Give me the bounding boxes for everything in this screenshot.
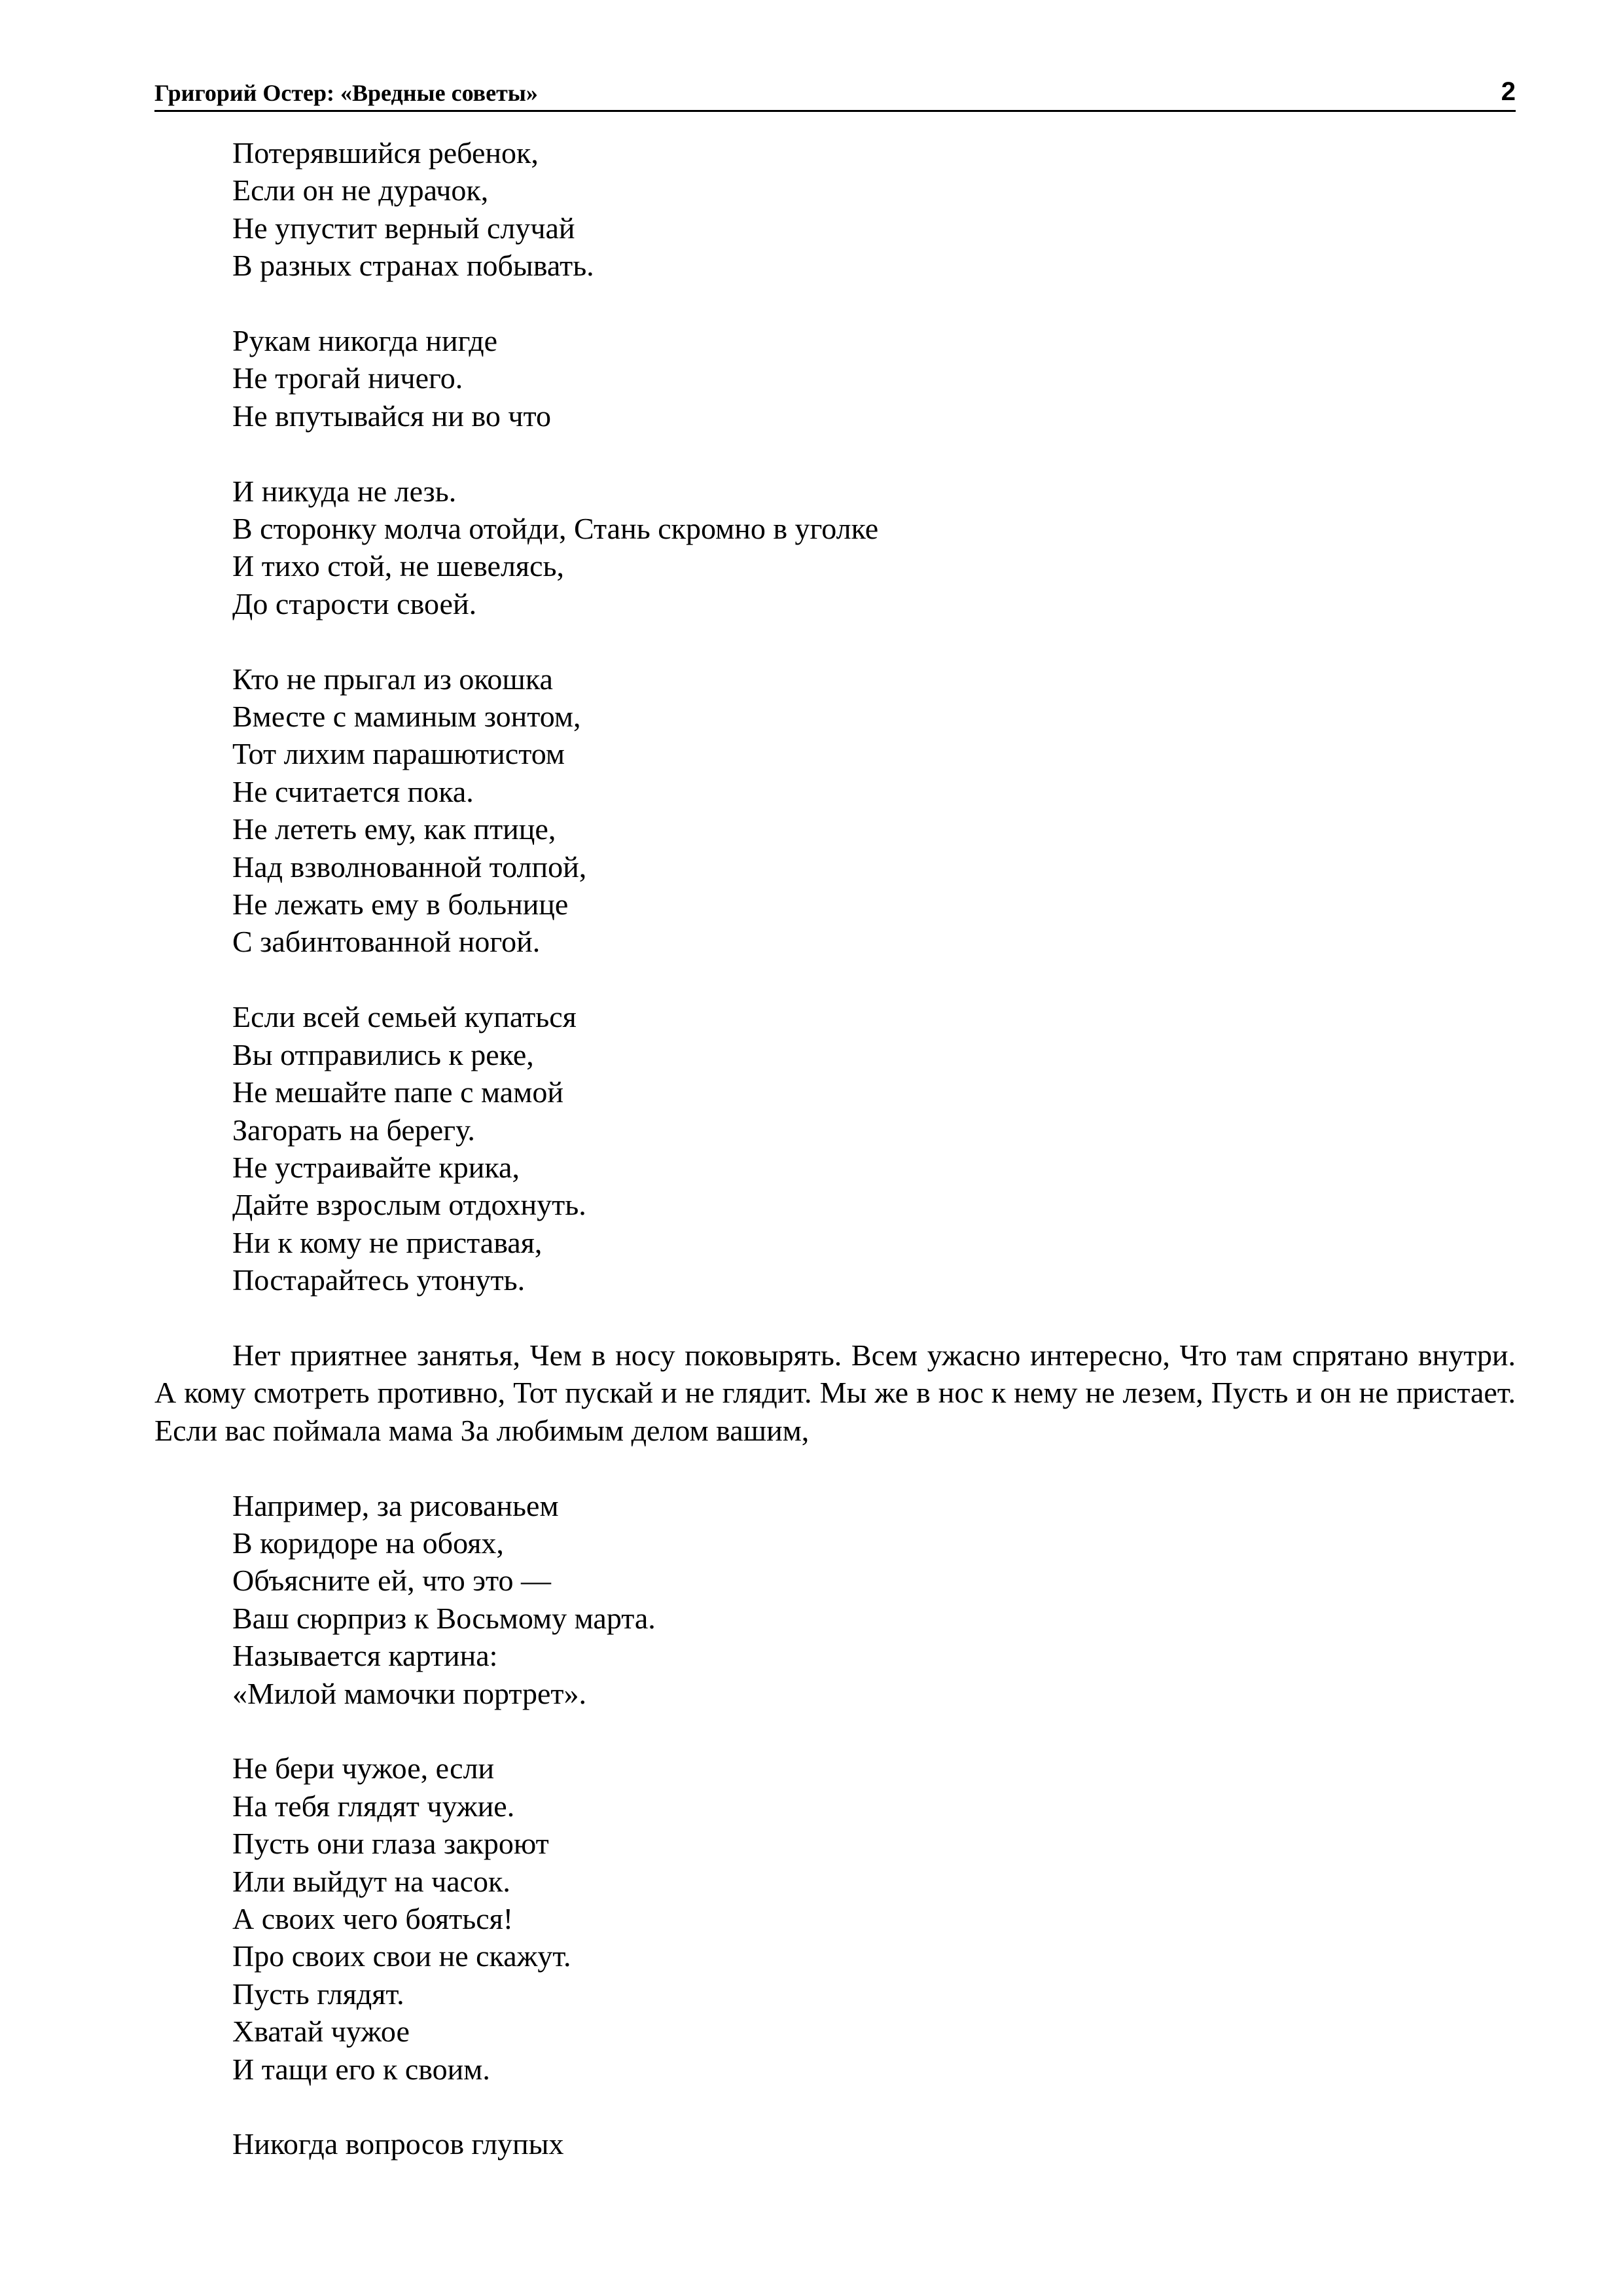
- verse-line: И никуда не лезь.: [232, 474, 457, 508]
- verse-line: Не упустит верный случай: [232, 211, 575, 245]
- verse-line: В сторонку молча отойди, Стань скромно в уголке: [232, 512, 879, 546]
- verse-line: На тебя глядят чужие.: [232, 1789, 515, 1823]
- verse-line: В коридоре на обоях,: [232, 1526, 504, 1560]
- verse-line: Называется картина:: [232, 1639, 498, 1673]
- verse-line: Загорать на берегу.: [232, 1113, 475, 1147]
- verse-line: Про своих свои не скажут.: [232, 1939, 571, 1973]
- verse-line: Вместе с маминым зонтом,: [232, 700, 581, 734]
- stanza: [154, 322, 1516, 435]
- verse-line: Объясните ей, что это —: [232, 1564, 551, 1598]
- verse-line: Постарайтесь утонуть.: [232, 1263, 526, 1297]
- verse-line: Если он не дурачок,: [232, 173, 489, 207]
- stanza: [154, 473, 1516, 623]
- verse-line: Не устраивайте крика,: [232, 1150, 520, 1184]
- verse-line: «Милой мамочки портрет».: [232, 1676, 587, 1710]
- verse-line: Ни к кому не приставая,: [232, 1225, 543, 1259]
- stanza: [154, 1487, 1516, 1712]
- verse-line: Никогда вопросов глупых: [232, 2127, 564, 2161]
- verse-line: Рукам никогда нигде: [232, 324, 498, 358]
- stanza: [154, 134, 1516, 285]
- stanza: [154, 1749, 1516, 2088]
- verse-line: В разных странах побывать.: [232, 249, 594, 283]
- verse-line: Кто не прыгал из окошка: [232, 662, 553, 696]
- document-body: [154, 134, 1516, 2200]
- verse-line: Дайте взрослым отдохнуть.: [232, 1188, 586, 1222]
- verse-line: Не мешайте папе с мамой: [232, 1075, 563, 1109]
- prose-paragraph: Нет приятнее занятья, Чем в носу поковырять. Всем ужасно интересно, Что там спрятано внутри. А кому смотреть противно, Тот пускай и не глядит. Мы же в нос к нему не лезем, Пусть и он не пристает. Если вас поймала мама За любимым делом вашим,: [154, 1338, 1516, 1447]
- verse-line: Не трогай ничего.: [232, 361, 463, 395]
- verse-line: Над взволнованной толпой,: [232, 850, 587, 884]
- verse-line: И тащи его к своим.: [232, 2052, 490, 2086]
- verse-line: Пусть они глаза закроют: [232, 1827, 549, 1861]
- verse-line: Ваш сюрприз к Восьмому марта.: [232, 1601, 656, 1635]
- verse-line: Хватай чужое: [232, 2015, 410, 2049]
- verse-line: С забинтованной ногой.: [232, 925, 541, 959]
- verse-line: Не бери чужое, если: [232, 1751, 495, 1785]
- verse-line: Потерявшийся ребенок,: [232, 136, 539, 170]
- verse-line: Не считается пока.: [232, 774, 474, 808]
- verse-line: Пусть глядят.: [232, 1977, 404, 2011]
- verse-line: Если всей семьей купаться: [232, 1000, 577, 1034]
- page-header: [154, 72, 1516, 112]
- verse-line: Не лететь ему, как птице,: [232, 812, 556, 846]
- verse-line: До старости своей.: [232, 586, 477, 620]
- verse-line: Например, за рисованьем: [232, 1488, 559, 1522]
- stanza: [154, 2125, 1516, 2162]
- verse-line: Не лежать ему в больнице: [232, 888, 569, 922]
- header-title: Григорий Остер: «Вредные советы»: [154, 80, 538, 106]
- verse-line: Тот лихим парашютистом: [232, 737, 565, 771]
- verse-line: Вы отправились к реке,: [232, 1037, 534, 1071]
- verse-line: А своих чего бояться!: [232, 1901, 514, 1935]
- verse-line: И тихо стой, не шевелясь,: [232, 549, 564, 583]
- stanza: [154, 660, 1516, 961]
- verse-line: Не впутывайся ни во что: [232, 399, 551, 433]
- verse-line: Или выйдут на часок.: [232, 1864, 510, 1898]
- page-number: 2: [1501, 77, 1516, 106]
- stanza: [154, 998, 1516, 1299]
